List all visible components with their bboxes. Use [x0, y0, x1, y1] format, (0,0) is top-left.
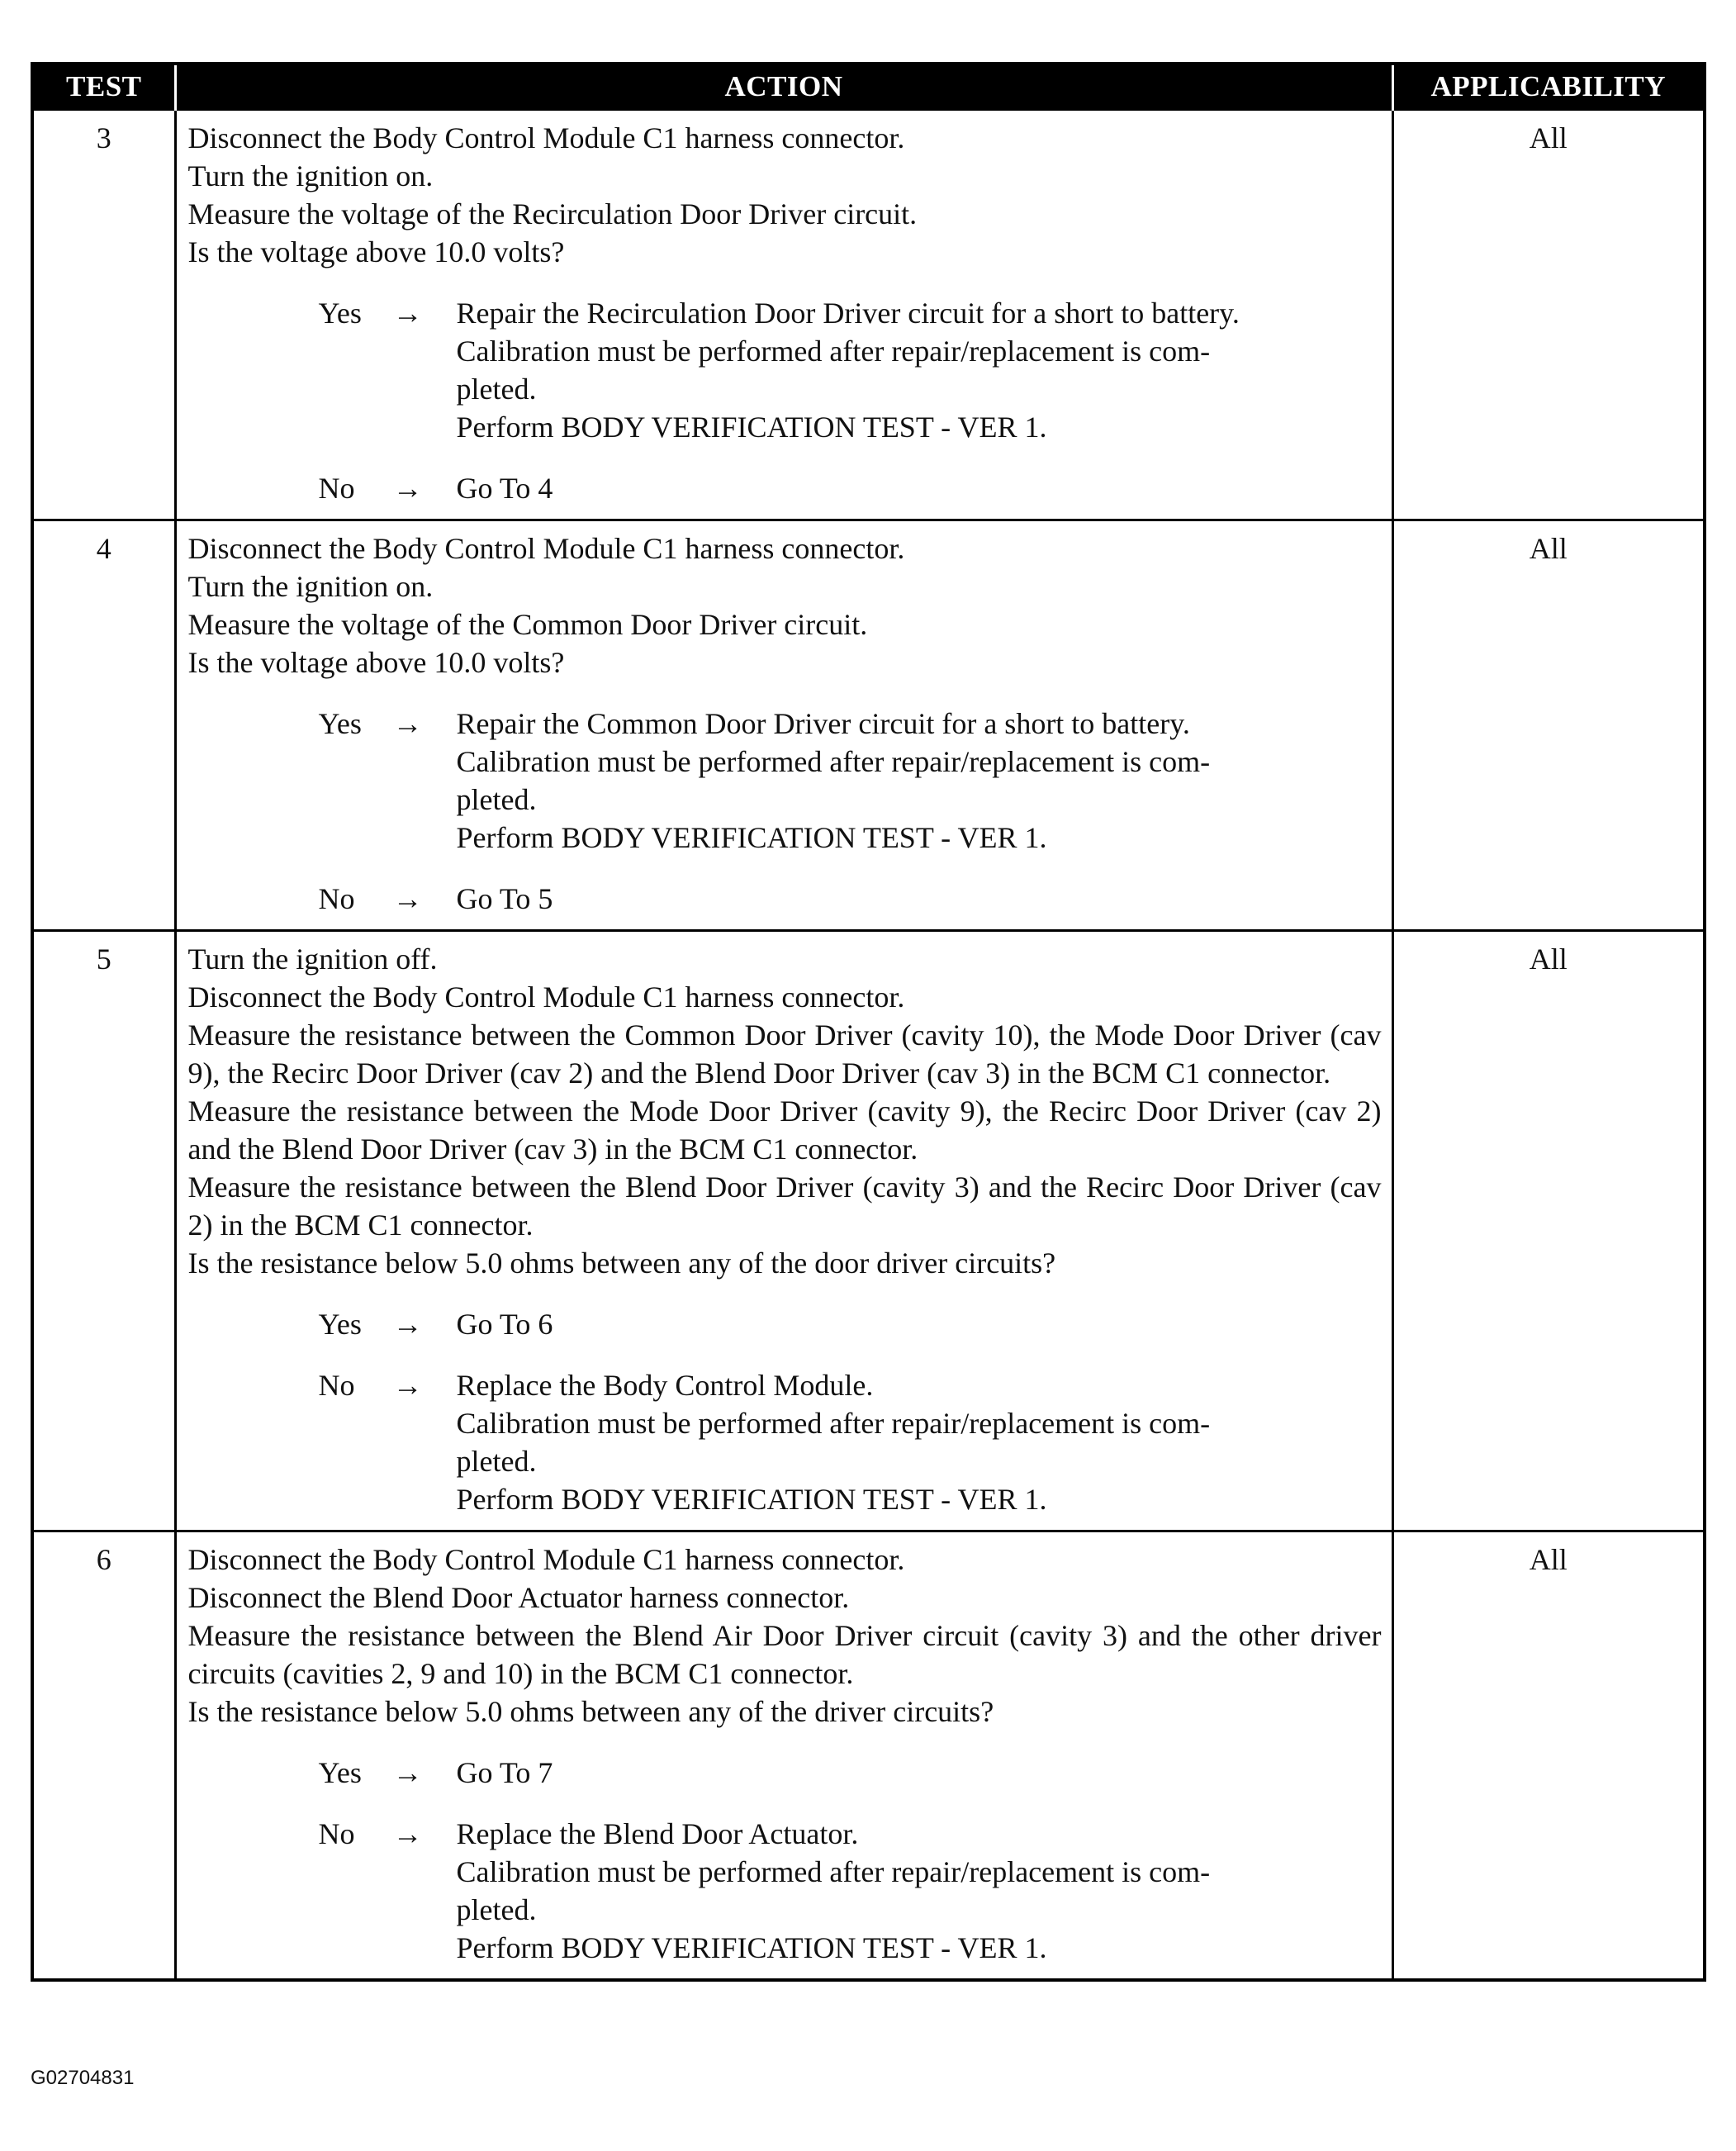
- right-arrow-icon: →: [392, 472, 423, 505]
- result-label: No: [318, 1369, 355, 1402]
- result-outcome: [457, 1754, 1382, 1792]
- applicability-value: All: [1392, 931, 1705, 1531]
- result-yes: [188, 705, 1382, 857]
- result-no: [188, 880, 1382, 918]
- outcome-line: Calibration must be performed after repair/replacement is com-: [456, 335, 1211, 368]
- action-step: Measure the voltage of the Recirculation Door Driver circuit.: [187, 197, 918, 230]
- outcome-line: Go To 7: [456, 1756, 553, 1789]
- action-step: Measure the resistance between the Blend Air Door Driver circuit (cavity 3) and the other driver circuits (cavities 2, 9 and 10) in the BCM C1 connector.: [187, 1619, 1382, 1690]
- outcome-line: Calibration must be performed after repair/replacement is com-: [456, 1855, 1211, 1888]
- outcome-line: pleted.: [456, 1893, 537, 1926]
- right-arrow-icon: →: [392, 1817, 423, 1850]
- action-step: Turn the ignition off.: [187, 943, 438, 976]
- action-cell: [175, 110, 1392, 520]
- result-label: Yes: [318, 1308, 362, 1341]
- right-arrow-icon: →: [392, 1308, 423, 1341]
- table-header-row: [32, 64, 1705, 110]
- action-step: Is the voltage above 10.0 volts?: [187, 235, 565, 268]
- test-number: 6: [32, 1531, 175, 1981]
- result-outcome: [457, 1305, 1382, 1343]
- result-no: [188, 469, 1382, 507]
- result-outcome: [457, 1366, 1382, 1518]
- outcome-line: Perform BODY VERIFICATION TEST - VER 1.: [456, 1931, 1047, 1964]
- outcome-line: Go To 5: [456, 882, 553, 915]
- result-outcome: [457, 469, 1382, 507]
- table-row: [32, 1531, 1705, 1981]
- test-number: 5: [32, 931, 175, 1531]
- outcome-line: Perform BODY VERIFICATION TEST - VER 1.: [456, 1483, 1047, 1516]
- result-label: Yes: [318, 1756, 362, 1789]
- result-no: [188, 1366, 1382, 1518]
- table-row: [32, 931, 1705, 1531]
- outcome-line: Replace the Blend Door Actuator.: [456, 1817, 859, 1850]
- action-step: Measure the resistance between the Blend Door Driver (cavity 3) and the Recirc Door Driver (cav 2) in the BCM C1 connector.: [187, 1170, 1382, 1242]
- action-step: Disconnect the Body Control Module C1 harness connector.: [187, 121, 905, 154]
- test-number: 4: [32, 520, 175, 931]
- action-step: Turn the ignition on.: [187, 159, 434, 192]
- outcome-line: Calibration must be performed after repair/replacement is com-: [456, 745, 1211, 778]
- action-step: Disconnect the Body Control Module C1 harness connector.: [187, 532, 905, 565]
- outcome-line: pleted.: [456, 1445, 537, 1478]
- column-header-applicability: APPLICABILITY: [1392, 64, 1705, 110]
- applicability-value: All: [1392, 520, 1705, 931]
- table-row: [32, 110, 1705, 520]
- result-yes: [188, 294, 1382, 446]
- result-label: No: [318, 882, 355, 915]
- result-yes: [188, 1754, 1382, 1792]
- result-outcome: [457, 705, 1382, 857]
- outcome-line: Perform BODY VERIFICATION TEST - VER 1.: [456, 411, 1047, 444]
- outcome-line: Go To 4: [456, 472, 553, 505]
- diagnostic-test-table: [31, 62, 1706, 1982]
- action-step: Is the resistance below 5.0 ohms between any of the door driver circuits?: [187, 1246, 1056, 1280]
- outcome-line: Calibration must be performed after repair/replacement is com-: [456, 1407, 1211, 1440]
- result-outcome: [457, 1815, 1382, 1967]
- outcome-line: Repair the Recirculation Door Driver circuit for a short to battery.: [456, 297, 1240, 330]
- action-step: Disconnect the Body Control Module C1 harness connector.: [187, 1543, 905, 1576]
- column-header-test: TEST: [32, 64, 175, 110]
- action-step: Turn the ignition on.: [187, 570, 434, 603]
- outcome-line: Perform BODY VERIFICATION TEST - VER 1.: [456, 821, 1047, 854]
- right-arrow-icon: →: [392, 1756, 423, 1789]
- result-yes: [188, 1305, 1382, 1343]
- action-cell: [175, 1531, 1392, 1981]
- action-step: Measure the resistance between the Mode Door Driver (cavity 9), the Recirc Door Driver (cav 2) and the Blend Door Driver (cav 3) in the BCM C1 connector.: [187, 1094, 1382, 1166]
- figure-id: G02704831: [31, 2067, 135, 2089]
- table-body: [32, 110, 1705, 1981]
- test-number: 3: [32, 110, 175, 520]
- outcome-line: Go To 6: [456, 1308, 553, 1341]
- right-arrow-icon: →: [392, 707, 423, 740]
- right-arrow-icon: →: [392, 1369, 423, 1402]
- applicability-value: All: [1392, 110, 1705, 520]
- outcome-line: Repair the Common Door Driver circuit for a short to battery.: [456, 707, 1190, 740]
- table-row: [32, 520, 1705, 931]
- outcome-line: pleted.: [456, 373, 537, 406]
- action-step: Disconnect the Body Control Module C1 harness connector.: [187, 981, 905, 1014]
- result-label: Yes: [318, 707, 362, 740]
- action-step: Measure the resistance between the Common Door Driver (cavity 10), the Mode Door Driver (cav 9), the Recirc Door Driver (cav 2) and the Blend Door Driver (cav 3) in the BCM C1 connector.: [187, 1019, 1382, 1090]
- action-cell: [175, 520, 1392, 931]
- result-outcome: [457, 880, 1382, 918]
- action-cell: [175, 931, 1392, 1531]
- result-outcome: [457, 294, 1382, 446]
- result-label: No: [318, 1817, 355, 1850]
- result-label: Yes: [318, 297, 362, 330]
- right-arrow-icon: →: [392, 297, 423, 330]
- action-step: Measure the voltage of the Common Door Driver circuit.: [187, 608, 868, 641]
- outcome-line: pleted.: [456, 783, 537, 816]
- result-no: [188, 1815, 1382, 1967]
- action-step: Disconnect the Blend Door Actuator harness connector.: [187, 1581, 850, 1614]
- right-arrow-icon: →: [392, 882, 423, 915]
- column-header-action: ACTION: [175, 64, 1392, 110]
- applicability-value: All: [1392, 1531, 1705, 1981]
- result-label: No: [318, 472, 355, 505]
- action-step: Is the resistance below 5.0 ohms between any of the driver circuits?: [187, 1695, 994, 1728]
- action-step: Is the voltage above 10.0 volts?: [187, 646, 565, 679]
- outcome-line: Replace the Body Control Module.: [456, 1369, 874, 1402]
